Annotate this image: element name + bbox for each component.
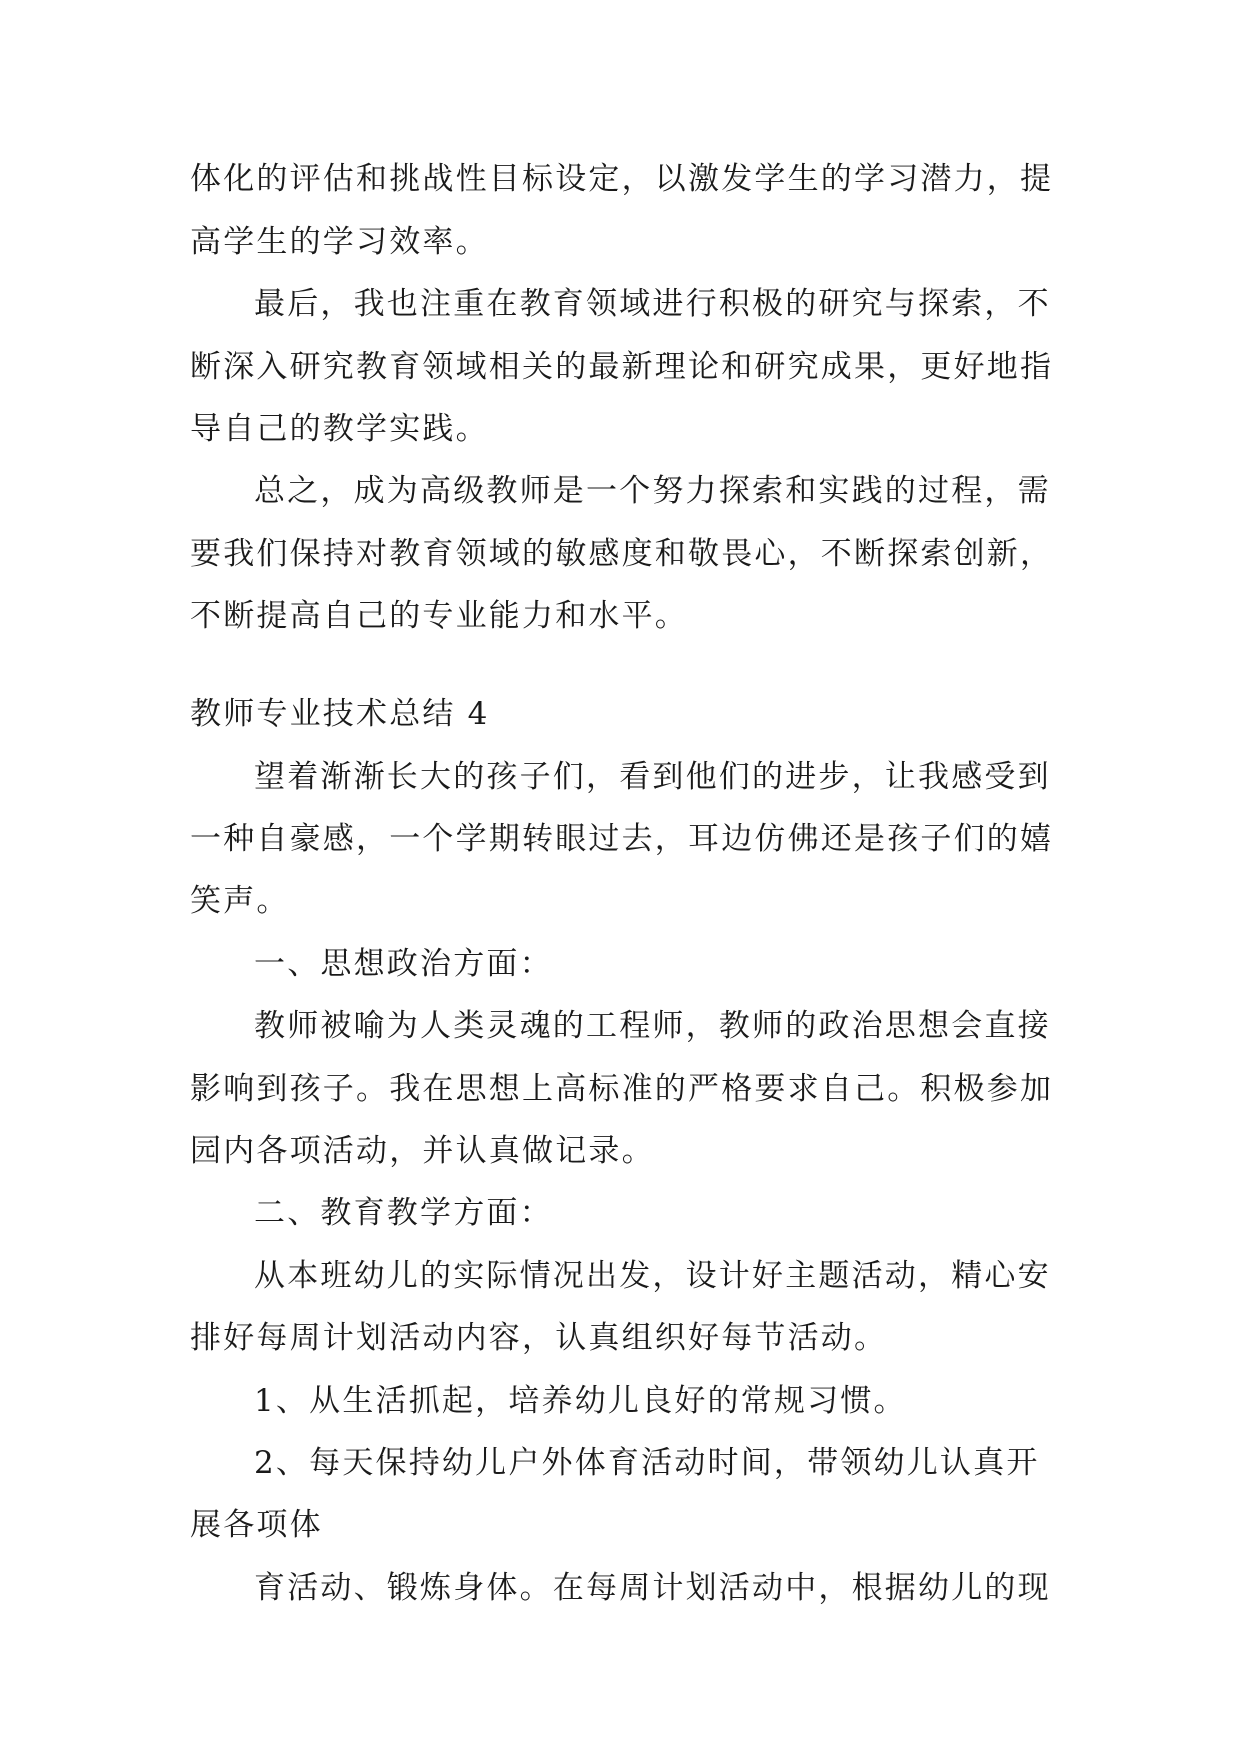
text-line: 要我们保持对教育领域的敏感度和敬畏心，不断探索创新， [190,536,1054,572]
text-line: 导自己的教学实践。 [190,411,489,447]
paragraph-start: 望着渐渐长大的孩子们，看到他们的进步，让我感受到 [254,759,1051,795]
paragraph-start: 育活动、锻炼身体。在每周计划活动中，根据幼儿的现 [254,1570,1051,1606]
text-line: 体化的评估和挑战性目标设定，以激发学生的学习潜力，提 [190,161,1054,197]
text-line: 展各项体 [190,1507,323,1543]
text-line: 园内各项活动，并认真做记录。 [190,1133,655,1169]
subheading: 一、思想政治方面： [254,946,553,982]
paragraph-start: 最后，我也注重在教育领域进行积极的研究与探索，不 [254,286,1051,322]
text-line: 排好每周计划活动内容，认真组织好每节活动。 [190,1320,888,1356]
list-item: 1、从生活抓起，培养幼儿良好的常规习惯。 [254,1383,907,1419]
section-heading: 教师专业技术总结 4 [190,696,490,732]
text-line: 高学生的学习效率。 [190,224,489,260]
text-line: 断深入研究教育领域相关的最新理论和研究成果，更好地指 [190,349,1054,385]
text-line: 笑声。 [190,883,290,919]
paragraph-start: 从本班幼儿的实际情况出发，设计好主题活动，精心安 [254,1258,1051,1294]
paragraph-start: 总之，成为高级教师是一个努力探索和实践的过程，需 [254,473,1051,509]
subheading: 二、教育教学方面： [254,1195,553,1231]
paragraph-start: 教师被喻为人类灵魂的工程师，教师的政治思想会直接 [254,1008,1051,1044]
text-line: 不断提高自己的专业能力和水平。 [190,598,688,634]
text-line: 一种自豪感，一个学期转眼过去，耳边仿佛还是孩子们的嬉 [190,821,1054,857]
text-line: 影响到孩子。我在思想上高标准的严格要求自己。积极参加 [190,1071,1054,1107]
list-item: 2、每天保持幼儿户外体育活动时间，带领幼儿认真开 [254,1445,1040,1481]
